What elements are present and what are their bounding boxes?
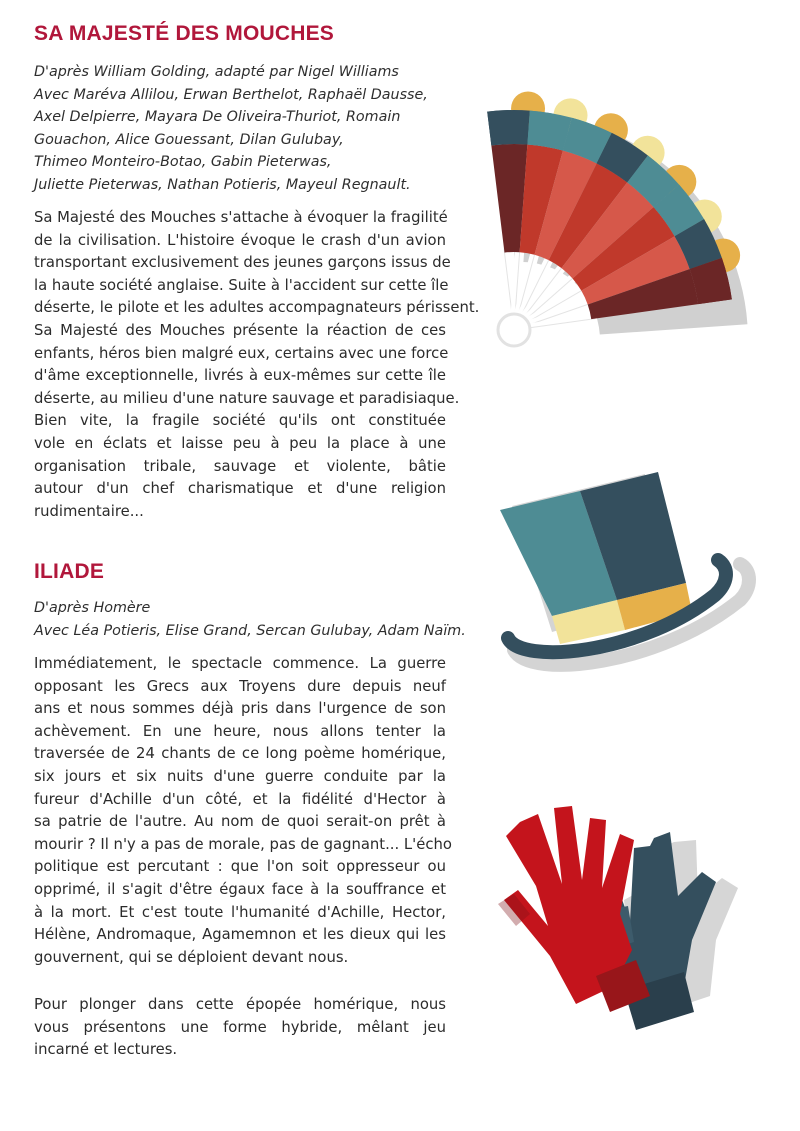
- text-line: la haute société anglaise. Suite à l'accident sur cette île: [34, 276, 449, 294]
- text-line: vole en éclats et laisse peu à peu la place à une: [34, 434, 446, 452]
- text-line: incarné et lectures.: [34, 1041, 178, 1059]
- text-line: à la mort. Et c'est toute l'humanité d'Achille, Hector,: [34, 903, 446, 921]
- credit-line: Gouachon, Alice Gouessant, Dilan Gulubay,: [34, 131, 344, 148]
- text-line: sa patrie de l'autre. Au nom de quoi serait-on prêt à: [34, 813, 446, 831]
- text-line: enfants, héros bien malgré eux, certains avec une force: [34, 344, 449, 362]
- text-line: Immédiatement, le spectacle commence. La guerre: [34, 655, 446, 672]
- text-line: Sa Majesté des Mouches présente la réaction de ces: [34, 321, 446, 339]
- text-line: opprimé, il s'agit d'être égaux face à la souffrance et: [34, 880, 446, 898]
- text-line: Sa Majesté des Mouches s'attache à évoquer la fragilité: [34, 209, 448, 226]
- text-line: traversée de 24 chants de ce long poème homérique,: [34, 745, 446, 763]
- text-line: opposant les Grecs aux Troyens dure depuis neuf: [34, 677, 446, 695]
- text-line: ans et nous sommes déjà pris dans l'urgence de son: [34, 700, 446, 718]
- text-line: de la civilisation. L'histoire évoque le crash d'un avion: [34, 231, 446, 249]
- synopsis: [34, 207, 480, 523]
- credit-line: Thimeo Monteiro-Botao, Gabin Pieterwas,: [34, 154, 332, 171]
- text-line: d'âme exceptionnelle, livrés à eux-mêmes sur cette île: [34, 367, 446, 385]
- credit-line: Avec Léa Potieris, Elise Grand, Sercan Gulubay, Adam Naïm.: [34, 622, 466, 639]
- text-line: Pour plonger dans cette épopée homérique, nous: [34, 996, 446, 1013]
- text-line: achèvement. En une heure, nous allons tenter la: [34, 722, 446, 740]
- text-line: transportant exclusivement des jeunes garçons issus de: [34, 254, 451, 272]
- text-line: déserte, au milieu d'une nature sauvage et paradisiaque.: [34, 389, 460, 407]
- section-title: ILIADE: [34, 560, 105, 583]
- text-line: Bien vite, la fragile société qu'ils ont constituée: [34, 412, 446, 430]
- synopsis-continued: [34, 994, 446, 1062]
- fan-icon: [470, 62, 760, 362]
- credits: [34, 61, 446, 197]
- text-line: déserte, le pilote et les adultes accompagnateurs périssent.: [34, 299, 480, 317]
- text-line: autour d'un chef charismatique et d'une religion: [34, 480, 446, 498]
- credit-line: Axel Delpierre, Mayara De Oliveira-Thuriot, Romain: [34, 109, 401, 126]
- text-line: mourir ? Il n'y a pas de morale, pas de gagnant... L'écho: [34, 835, 452, 853]
- text-line: politique est percutant : que l'on soit oppresseur ou: [34, 858, 446, 876]
- text-line: rudimentaire...: [34, 502, 144, 520]
- section-title: SA MAJESTÉ DES MOUCHES: [34, 22, 334, 45]
- text-line: six jours et six nuits d'une guerre conduite par la: [34, 767, 446, 785]
- synopsis: [34, 653, 452, 969]
- credits: [34, 597, 466, 642]
- text-line: vous présentons une forme hybride, mêlant jeu: [34, 1018, 446, 1036]
- text-line: gouvernent, qui se déploient devant nous.: [34, 948, 349, 966]
- top-hat-icon: [490, 460, 760, 685]
- credit-line: D'après William Golding, adapté par Nigel Williams: [34, 64, 399, 80]
- text-line: Hélène, Andromaque, Agamemnon et les dieux qui les: [34, 926, 446, 944]
- credit-line: Juliette Pieterwas, Nathan Potieris, Mayeul Regnault.: [34, 176, 411, 193]
- text-line: fureur d'Achille d'un côté, et la fidélité d'Hector à: [34, 790, 446, 808]
- credit-line: Avec Maréva Allilou, Erwan Berthelot, Raphaël Dausse,: [34, 86, 428, 103]
- gloves-icon: [484, 790, 770, 1030]
- credit-line: D'après Homère: [34, 600, 151, 616]
- fan-pivot: [498, 314, 530, 346]
- text-line: organisation tribale, sauvage et violente, bâtie: [34, 457, 446, 475]
- fan-blade-cap-top: [487, 110, 530, 145]
